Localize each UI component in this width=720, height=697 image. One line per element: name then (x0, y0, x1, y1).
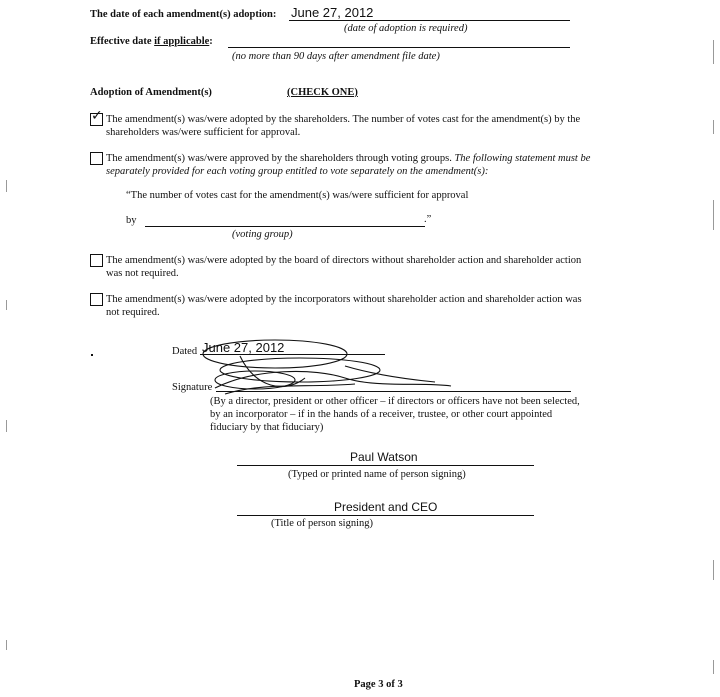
option-voting-groups-text (106, 152, 596, 178)
option-board-text: The amendment(s) was/were adopted by the board of directors without shareholder action and shareholder action was not required. (106, 255, 582, 279)
option-shareholders-checkbox[interactable] (90, 108, 103, 126)
scan-mark (6, 420, 7, 432)
option-voting-groups-text-regular: The amendment(s) was/were approved by the shareholders through voting groups. (106, 153, 455, 164)
scan-dot (91, 354, 93, 356)
adoption-date-value: June 27, 2012 (291, 5, 374, 20)
option-voting-groups-checkbox[interactable] (90, 152, 103, 165)
adoption-date-line (289, 20, 570, 21)
adoption-date-note: (date of adoption is required) (344, 23, 468, 34)
scan-mark (713, 40, 714, 64)
dated-value: June 27, 2012 (202, 340, 285, 355)
scan-mark (6, 300, 7, 310)
effective-date-line (228, 47, 570, 48)
signature-note: (By a director, president or other officer – if directors or officers have not been selected, by an incorporator – if in the hands of a receiver, trustee, or other court appointed fiduciary by that fiduciary) (210, 396, 580, 433)
scan-mark (713, 200, 714, 230)
voting-group-by-label: by (126, 215, 137, 226)
effective-date-label-underlined: if applicable (154, 36, 210, 47)
signer-title-label: (Title of person signing) (271, 518, 373, 529)
scan-mark (6, 180, 7, 192)
signature-label: Signature (172, 382, 213, 393)
option-voting-groups-text-italic: The following statement must be separately provided for each voting group entitled to vote separately on the amendment(s): (106, 153, 591, 177)
adoption-heading: Adoption of Amendment(s) (90, 87, 212, 98)
option-shareholders-text: The amendment(s) was/were adopted by the shareholders. The number of votes cast for the amendment(s) by the shareholders was/were sufficient for approval. (106, 114, 581, 138)
option-board-checkbox[interactable] (90, 254, 103, 267)
voting-group-close-quote: .” (424, 214, 432, 225)
handwritten-signature-icon (195, 338, 455, 398)
signer-name-line (237, 465, 534, 466)
voting-group-line (145, 226, 425, 227)
effective-date-label (90, 36, 213, 47)
signer-title-line (237, 515, 534, 516)
option-incorporators-checkbox[interactable] (90, 293, 103, 306)
scan-mark (713, 120, 714, 134)
option-incorporators-text: The amendment(s) was/were adopted by the incorporators without shareholder action and shareholder action was not required. (106, 294, 582, 318)
check-one-label: (CHECK ONE) (287, 87, 358, 98)
scan-mark (713, 560, 714, 580)
voting-group-note: (voting group) (232, 229, 293, 240)
dated-label: Dated (172, 346, 198, 357)
scan-mark (6, 640, 7, 650)
adoption-date-label: The date of each amendment(s) adoption: (90, 9, 277, 20)
page-number: Page 3 of 3 (354, 679, 403, 690)
signer-title: President and CEO (334, 500, 438, 514)
effective-date-label-suffix: : (209, 36, 213, 47)
checkmark-icon: ✓ (91, 108, 103, 124)
effective-date-label-prefix: Effective date (90, 36, 155, 47)
voting-group-quote: “The number of votes cast for the amendment(s) was/were sufficient for approval (126, 190, 469, 201)
effective-date-note: (no more than 90 days after amendment file date) (232, 51, 440, 62)
scan-mark (713, 660, 714, 674)
signer-name: Paul Watson (350, 450, 418, 464)
signer-name-label: (Typed or printed name of person signing) (288, 469, 466, 480)
